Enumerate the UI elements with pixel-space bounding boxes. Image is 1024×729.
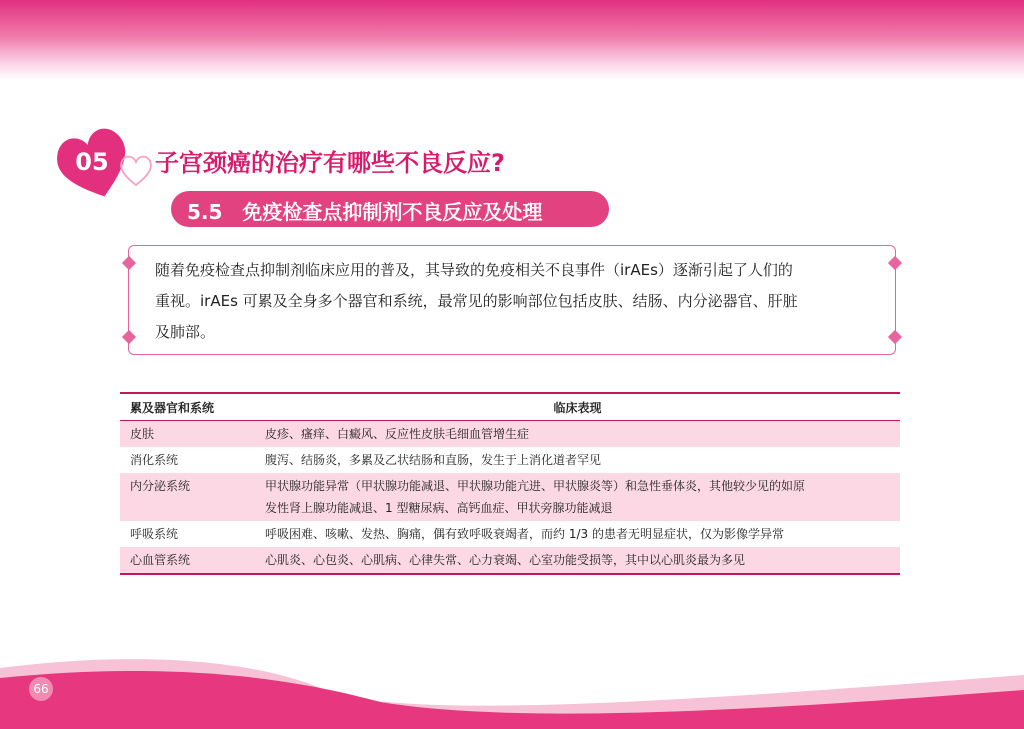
table-row [120,547,900,574]
irae-table [120,392,900,575]
cell-line: 呼吸困难、咳嗽、发热、胸痛，偶有致呼吸衰竭者，而约 1/3 的患者无明显症状，仅为影像学异常 [265,527,784,541]
cell-line: 甲状腺功能异常（甲状腺功能减退、甲状腺功能亢进、甲状腺炎等）和急性垂体炎，其他较少见的如原 [265,479,806,493]
table-cell-manifestation [255,521,900,547]
table-header-manifestation: 临床表现 [255,393,900,421]
frame-corner-ornament [888,330,902,344]
intro-paragraph [155,255,875,348]
intro-line: 重视。irAEs 可累及全身多个器官和系统，最常见的影响部位包括皮肤、结肠、内分泌器官、肝脏 [155,292,798,310]
chapter-number: 05 [75,148,109,176]
table-row [120,421,900,448]
top-gradient-band [0,0,1024,80]
section-banner [171,191,591,227]
frame-corner-ornament [122,256,136,270]
outline-heart-icon [118,152,154,188]
cell-line: 心肌炎、心包炎、心肌病、心律失常、心力衰竭、心室功能受损等，其中以心肌炎最为多见 [265,553,746,567]
table-cell-manifestation [255,473,900,521]
section-title: 5.5 免疫检查点抑制剂不良反应及处理 [187,200,543,224]
frame-corner-ornament [888,256,902,270]
page-number: 66 [29,677,53,701]
table-cell-organ: 内分泌系统 [120,473,255,521]
cell-line: 发性肾上腺功能减退、1 型糖尿病、高钙血症、甲状旁腺功能减退 [265,501,613,515]
table-cell-manifestation [255,447,900,473]
bottom-wave-decoration [0,640,1024,729]
table-cell-organ: 呼吸系统 [130,527,179,541]
intro-line: 随着免疫检查点抑制剂临床应用的普及，其导致的免疫相关不良事件（irAEs）逐渐引起了人们的 [155,261,793,279]
table-header-organ: 累及器官和系统 [120,393,255,421]
table-row [120,473,900,521]
table-header-row [120,393,900,421]
cell-line: 腹泻、结肠炎，多累及乙状结肠和直肠，发生于上消化道者罕见 [265,453,602,467]
frame-corner-ornament [122,330,136,344]
cell-line: 皮疹、瘙痒、白癜风、反应性皮肤毛细血管增生症 [265,427,530,441]
chapter-title: 子宫颈癌的治疗有哪些不良反应? [155,149,505,177]
table-cell-manifestation [255,547,900,574]
table-cell-organ: 皮肤 [120,421,255,448]
table-cell-manifestation [255,421,900,448]
table-row [120,521,900,547]
table-row [120,447,900,473]
table-cell-organ: 消化系统 [130,453,179,467]
table-cell-organ: 心血管系统 [120,547,255,574]
intro-line: 及肺部。 [155,323,216,341]
